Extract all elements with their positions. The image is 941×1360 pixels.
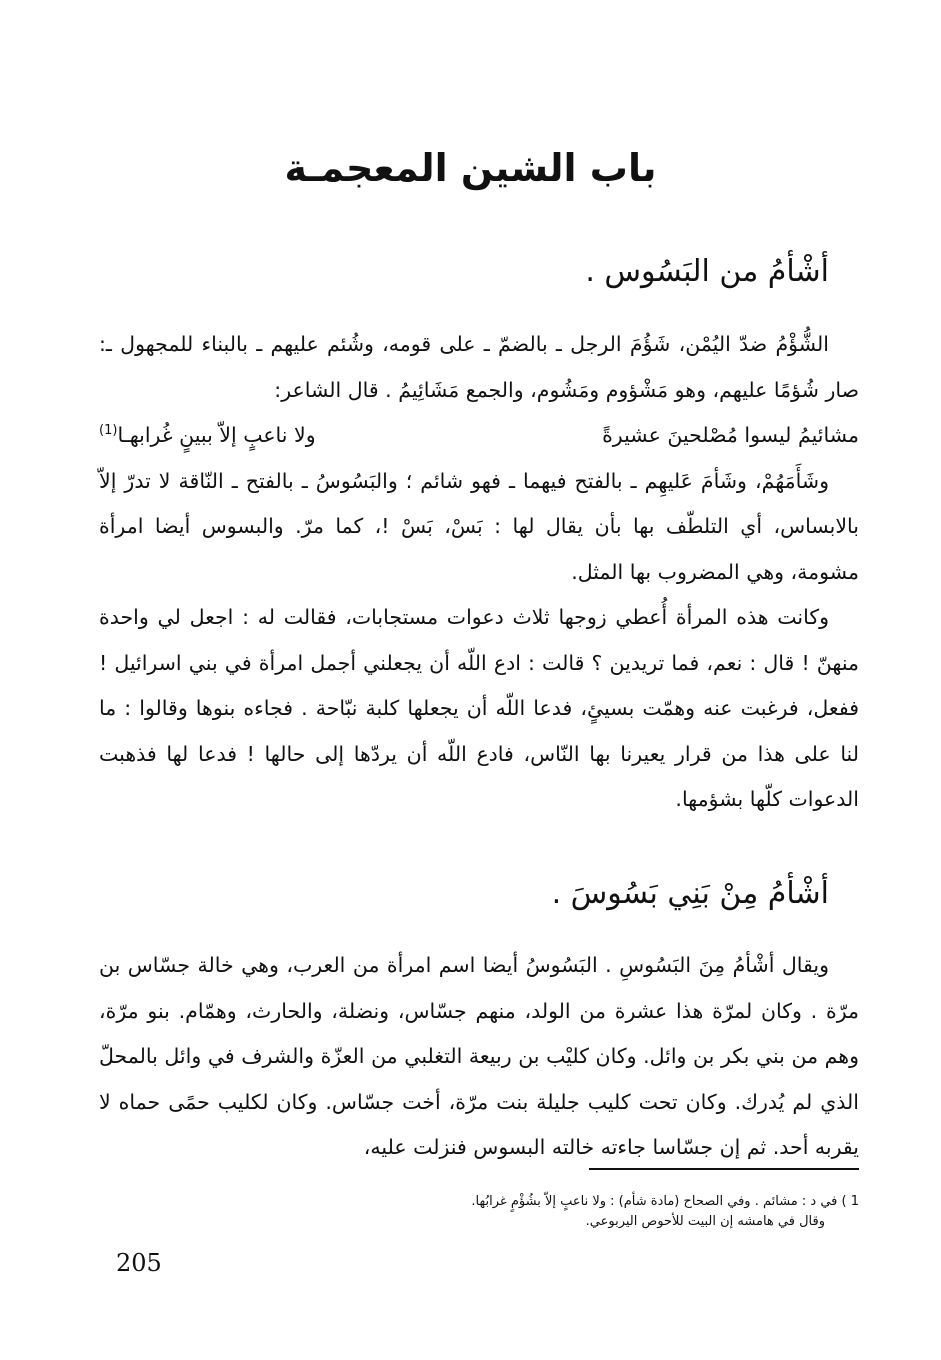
chapter-title: باب الشين المعجمـة [284, 146, 657, 190]
entry-body-2 [99, 943, 859, 1171]
footnote-divider [589, 1168, 859, 1170]
paragraph: وشَأَمَهُمْ، وشَأمَ عَليهِم ـ بالفتح فيهما ـ فهو شائم ؛ والبَسُوسُ ـ بالفتح ـ النّاقة لا تدرّ إلاّ بالابساس، أي التلطّف بها بأن يقال لها : بَسْ، بَسْ !، كما مرّ. والبسوس أيضا امرأة مشومة، وهي المضروب بها المثل. [99, 468, 859, 584]
verse-second-hemistich: ولا ناعبٍ إلاّ ببينٍ غُرابهـا$^{(1)}$ [99, 423, 316, 447]
footnote-1-continuation: وقال في هامشه إن البيت للأحوص اليربوعي. [585, 1214, 825, 1229]
page-number: 205 [116, 1249, 162, 1277]
verse-line [99, 413, 859, 459]
footnote-1: 1 ) في د : مشائم . وفي الصحاح (مادة شأم) : ولا ناعبٍ إلاّ بشُؤْمٍ غرابُها. [471, 1194, 859, 1209]
footnote-reference: (1) [99, 423, 118, 439]
paragraph: الشُّؤْمُ ضدّ اليُمْن، شَؤُمَ الرجل ـ بالضمّ ـ على قومه، وشُئم عليهم ـ بالبناء للمجهول ـ: صار شُؤمًا عليهم، وهو مَشْؤوم ومَشُوم، والجمع مَشَائِيمُ . قال الشاعر: [99, 332, 859, 402]
entry-heading-1: أشْأمُ من البَسُوس . [585, 254, 829, 289]
paragraph: ويقال أشْأمُ مِنَ البَسُوسِ . البَسُوسُ أيضا اسم امرأة من العرب، وهي خالة جسّاس بن مرّة . وكان لمرّة هذا عشرة من الولد، منهم جسّاس، ونضلة، والحارث، وهمّام. بنو مرّة، وهم من بني بكر بن وائل. وكان كليْب بن ربيعة التغلبي من العزّة والشرف في وائل بالمحلّ الذي لم يُدرك. وكان تحت كليب جليلة بنت مرّة، أخت جسّاس. وكان لكليب حمًى حماه لا يقربه أحد. ثم إن جسّاسا جاءته خالته البسوس فنزلت عليه، [99, 953, 859, 1159]
entry-body-1 [99, 322, 859, 823]
footnotes [99, 1192, 859, 1232]
verse-first-hemistich: مشائيمُ ليسوا مُصْلحينَ عشيرةً [602, 423, 859, 447]
paragraph: وكانت هذه المرأة أُعطي زوجها ثلاث دعوات مستجابات، فقالت له : اجعل لي واحدة منهنّ ! قال : نعم، فما تريدين ؟ قالت : ادع اللّه أن يجعلني أجمل امرأة في بني اسرائيل ! ففعل، فرغبت عنه وهمّت بسيئٍ، فدعا اللّه أن يجعلها كلبة نبّاحة . فجاءه بنوها وقالوا : ما لنا على هذا من قرار يعيرنا بها النّاس، فادع اللّه أن يردّها إلى حالها ! فدعا لها فذهبت الدعوات كلّها بشؤمها. [99, 605, 859, 811]
entry-heading-2: أشْأمُ مِنْ بَنِي بَسُوسَ . [551, 876, 829, 911]
